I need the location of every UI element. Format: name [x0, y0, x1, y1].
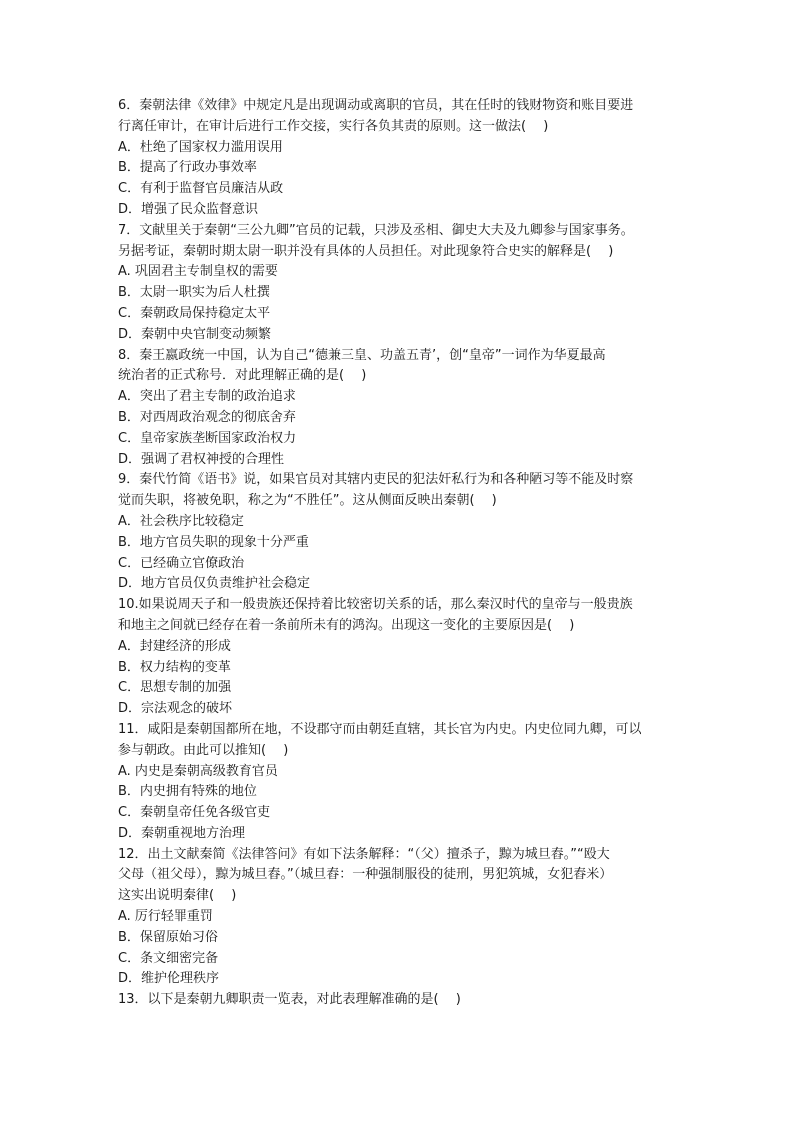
option-a: A. 内史是秦朝高级教育官员 — [118, 763, 278, 779]
option-d: D．增强了民众监督意识 — [118, 201, 259, 217]
question-stem: 参与朝政。由此可以推知( ) — [118, 742, 289, 758]
question-stem: 这实出说明秦律( ) — [118, 888, 237, 904]
option-c: C．条文细密完备 — [118, 950, 219, 966]
question-stem: 觉而失职，将被免职，称之为“不胜任”。这从侧面反映出秦朝( ) — [118, 493, 497, 509]
question-stem: 另据考证，秦朝时期太尉一职并没有具体的人员担任。对此现象符合史实的解释是( ) — [118, 243, 614, 259]
option-a: A．封建经济的形成 — [118, 638, 231, 654]
question-stem: 统治者的正式称号．对此理解正确的是( ) — [118, 368, 367, 384]
question-stem: 12．出土文献秦简《法律答问》有如下法条解释：“（父）擅杀子，黥为城旦舂。”“殴大 — [118, 846, 610, 862]
option-d: D．地方官员仅负责维护社会稳定 — [118, 576, 311, 592]
option-b: B．保留原始习俗 — [118, 929, 218, 945]
question-stem: 7．文献里关于秦朝“三公九卿”官员的记载，只涉及丞相、御史大夫及九卿参与国家事务。 — [118, 222, 634, 238]
option-c: C．皇帝家族垄断国家政治权力 — [118, 430, 297, 446]
option-c: C．思想专制的加强 — [118, 680, 232, 696]
option-d: D．宗法观念的破坏 — [118, 701, 233, 717]
question-9 — [118, 470, 678, 595]
option-a: A．杜绝了国家权力滥用误用 — [118, 139, 283, 155]
question-13 — [118, 990, 678, 1011]
question-11 — [118, 720, 678, 845]
option-b: B．地方官员失职的现象十分严重 — [118, 534, 309, 550]
question-stem: 父母（祖父母），黥为城旦舂。”（城旦舂：一种强制服役的徒刑，男犯筑城，女犯舂米） — [118, 867, 613, 883]
option-d: D．强调了君权神授的合理性 — [118, 451, 285, 467]
question-stem: 10.如果说周天子和一般贵族还保持着比较密切关系的话，那么秦汉时代的皇帝与一般贵族 — [118, 597, 633, 613]
option-c: C．秦朝政局保持稳定太平 — [118, 305, 271, 321]
option-a: A．社会秩序比较稳定 — [118, 513, 244, 529]
option-b: B．对西周政治观念的彻底舍弃 — [118, 409, 296, 425]
question-stem: 6．秦朝法律《效律》中规定凡是出现调动或离职的官员，其在任时的钱财物资和账目要进 — [118, 98, 634, 113]
question-stem: 11．咸阳是秦朝国都所在地，不设郡守而由朝廷直辖，其长官为内史。内史位同九卿，可以 — [118, 721, 642, 737]
option-b: B．太尉一职实为后人杜撰 — [118, 285, 270, 301]
question-stem: 13．以下是秦朝九卿职责一览表，对此表理解准确的是( ) — [118, 992, 461, 1008]
option-a: A. 厉行轻罪重罚 — [118, 909, 213, 925]
question-stem: 9．秦代竹简《语书》说，如果官员对其辖内吏民的犯法奸私行为和各种陋习等不能及时察 — [118, 472, 634, 488]
question-stem: 行离任审计，在审计后进行工作交接，实行各负其责的原则。这一做法( ) — [118, 118, 549, 134]
option-c: C．秦朝皇帝任免各级官吏 — [118, 805, 271, 821]
option-a: A．突出了君主专制的政治追求 — [118, 389, 296, 405]
document-page — [118, 96, 678, 1011]
option-b: B．内史拥有特殊的地位 — [118, 784, 257, 800]
question-6 — [118, 96, 678, 221]
question-10 — [118, 595, 678, 720]
option-c: C．有利于监督官员廉洁从政 — [118, 181, 284, 197]
option-d: D．秦朝重视地方治理 — [118, 825, 246, 841]
option-b: B．权力结构的变革 — [118, 659, 231, 675]
question-stem: 和地主之间就已经存在着一条前所未有的鸿沟。出现这一变化的主要原因是( ) — [118, 617, 575, 633]
option-d: D．秦朝中央官制变动频繁 — [118, 326, 272, 342]
question-8 — [118, 346, 678, 471]
question-7 — [118, 221, 678, 346]
option-a: A. 巩固君主专制皇权的需要 — [118, 264, 278, 280]
option-d: D．维护伦理秩序 — [118, 971, 220, 987]
option-b: B．提高了行政办事效率 — [118, 160, 257, 176]
question-12 — [118, 845, 678, 991]
option-c: C．已经确立官僚政治 — [118, 555, 245, 571]
question-stem: 8．秦王嬴政统一中国，认为自己“德兼三皇、功盖五青’，创“皇帝”一词作为华夏最高 — [118, 347, 606, 363]
